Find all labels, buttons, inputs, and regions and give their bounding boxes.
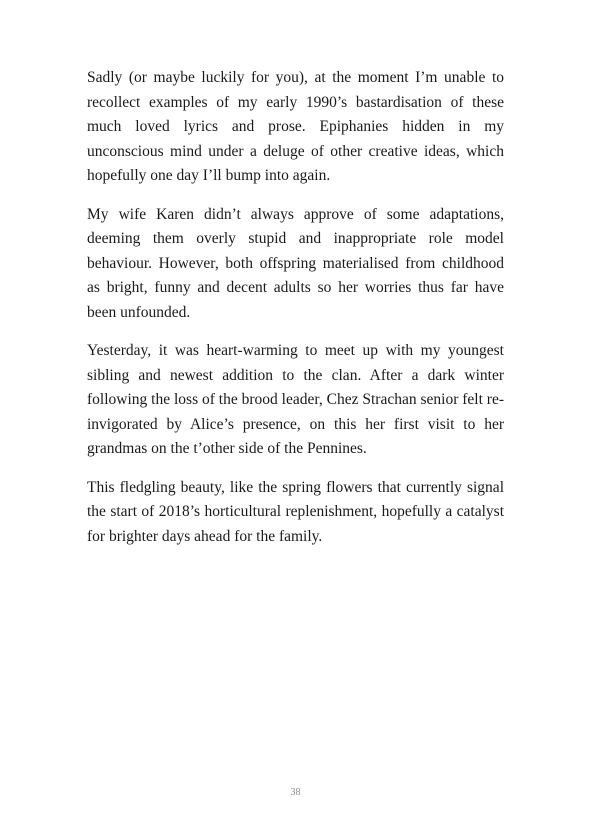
paragraph-4: This fledgling beauty, like the spring flowers that currently signal the start of 2018’s horticultural replenishment, hopefully a catalyst for brighter days ahead for the family. xyxy=(87,478,504,545)
body-text xyxy=(87,66,504,563)
paragraph-2: My wife Karen didn’t always approve of some adaptations, deeming them overly stupid and inappropriate role model behaviour. However, both offspring materialised from childhood as bright, funny and decent adults so her worries thus far have been unfounded. xyxy=(87,205,504,321)
paragraph-3: Yesterday, it was heart-warming to meet up with my youngest sibling and newest addition to the clan. After a dark winter following the loss of the brood leader, Chez Strachan senior felt re-invigorated by Alice’s presence, on this her first visit to her grandmas on the t’other side of the Pennines. xyxy=(87,342,504,457)
page-number: 38 xyxy=(290,787,301,798)
paragraph-1: Sadly (or maybe luckily for you), at the moment I’m unable to recollect examples of my early 1990’s bastardisation of these much loved lyrics and prose. Epiphanies hidden in my unconscious mind under a deluge of other creative ideas, which hopefully one day I’ll bump into again. xyxy=(87,69,504,184)
